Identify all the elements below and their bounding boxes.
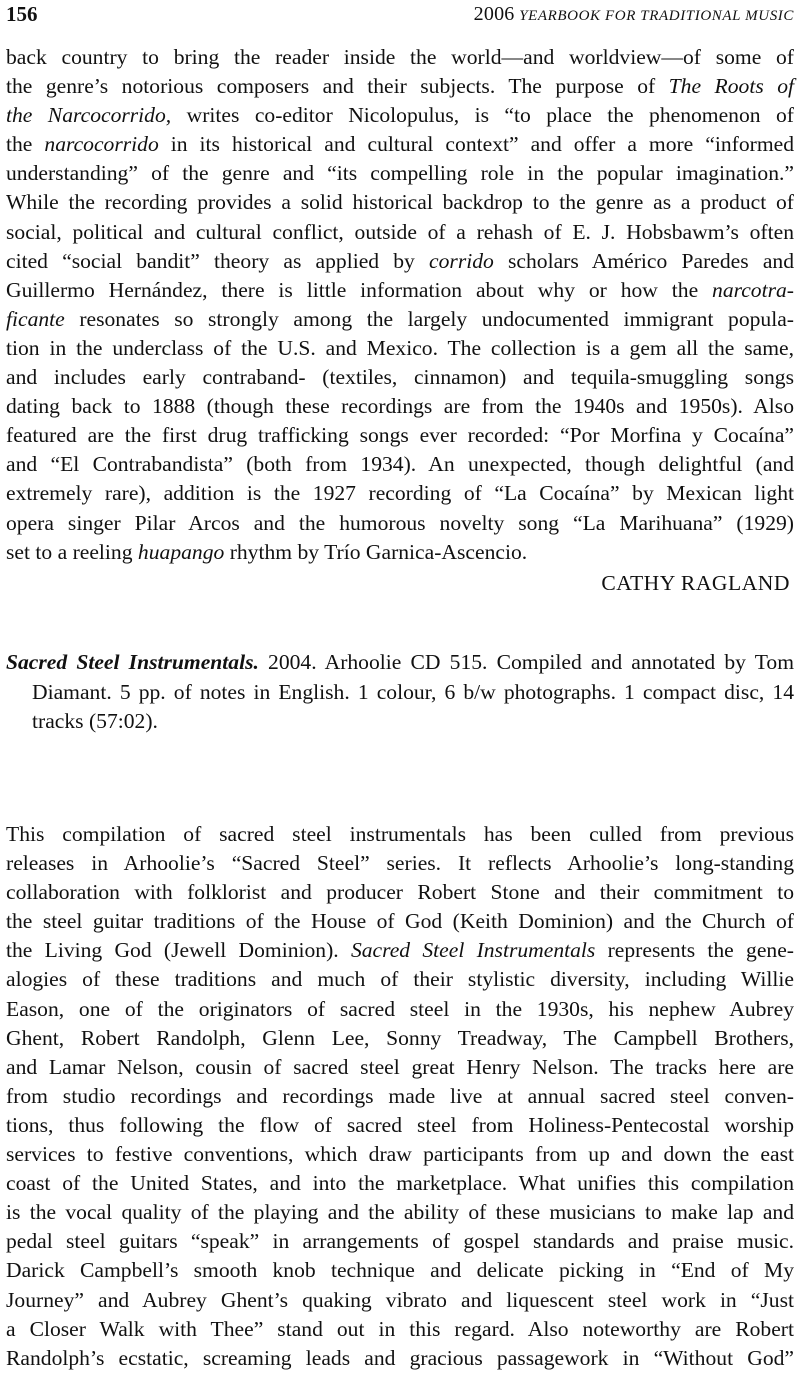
text-line: cited “social bandit” theory as applied by corrido scholars Américo Paredes and (6, 248, 794, 273)
review-sacred-steel-text (6, 820, 794, 1373)
text-line: Eason, one of the originators of sacred steel in the 1930s, his nephew Aubrey (6, 996, 794, 1021)
reviewer-signature: CATHY RAGLAND (601, 571, 790, 595)
text-line: ficante resonates so strongly among the largely undocumented immigrant popula- (6, 306, 794, 331)
journal-name: YEARBOOK FOR TRADITIONAL MUSIC (519, 8, 794, 24)
text-line: Ghent, Robert Randolph, Glenn Lee, Sonny Treadway, The Campbell Brothers, (6, 1025, 794, 1050)
text-line: opera singer Pilar Arcos and the humorous novelty song “La Marihuana” (1929) (6, 510, 794, 535)
text-line: the Narcocorrido, writes co-editor Nicolopulus, is “to place the phenomenon of (6, 103, 794, 128)
text-line: understanding” of the genre and “its compelling role in the popular imagination.” (6, 161, 794, 186)
running-head (0, 0, 800, 30)
text-line: the steel guitar traditions of the House of God (Keith Dominion) and the Church of (6, 909, 794, 934)
text-line: Randolph’s ecstatic, screaming leads and gracious passagework in “Without God” (6, 1345, 794, 1370)
journal-title (474, 3, 794, 26)
text-line: alogies of these traditions and much of their stylistic diversity, including Willie (6, 967, 794, 992)
citation-details: 2004. Arhoolie CD 515. Compiled and annotated by Tom Diamant. 5 pp. of notes in English. 1 colour, 6 b/w photographs. 1 compact disc, 14 tracks (57:02). (32, 650, 794, 733)
text-line: pedal steel guitars “speak” in arrangements of gospel standards and praise music. (6, 1229, 794, 1254)
text-line: is the vocal quality of the playing and the ability of these musicians to make lap and (6, 1200, 794, 1225)
text-line: from studio recordings and recordings made live at annual sacred steel conven- (6, 1083, 794, 1108)
text-line: Darick Campbell’s smooth knob technique and delicate picking in “End of My (6, 1258, 794, 1283)
text-line: services to festive conventions, which draw participants from up and down the east (6, 1142, 794, 1167)
journal-year: 2006 (473, 3, 515, 25)
page-number: 156 (6, 2, 38, 26)
album-title: Sacred Steel Instrumentals. (6, 650, 259, 674)
text-line: the genre’s notorious composers and their subjects. The purpose of The Roots of (6, 74, 794, 99)
text-line: collaboration with folklorist and producer Robert Stone and their commitment to (6, 880, 794, 905)
text-line: dating back to 1888 (though these recordings are from the 1940s and 1950s). Also (6, 394, 794, 419)
text-line: This compilation of sacred steel instrumentals has been culled from previous (6, 822, 794, 846)
review-cathy-ragland-text (6, 43, 794, 567)
text-line: featured are the first drug trafficking songs ever recorded: “Por Morfina y Cocaína” (6, 423, 794, 448)
text-line: and “El Contrabandista” (both from 1934). An unexpected, though delightful (and (6, 452, 794, 477)
text-line: a Closer Walk with Thee” stand out in this regard. Also noteworthy are Robert (6, 1316, 794, 1341)
text-line: set to a reeling huapango rhythm by Trío Garnica-Ascencio. (6, 539, 528, 564)
text-line: the narcocorrido in its historical and cultural context” and offer a more “informed (6, 132, 795, 157)
text-line: Journey” and Aubrey Ghent’s quaking vibrato and liquescent steel work in “Just (6, 1287, 794, 1312)
text-line: and includes early contraband- (textiles, cinnamon) and tequila-smuggling songs (6, 365, 794, 390)
text-line: back country to bring the reader inside the world—and worldview—of some of (6, 45, 794, 69)
text-line: While the recording provides a solid historical backdrop to the genre as a product of (6, 190, 794, 215)
text-line: Guillermo Hernández, there is little information about why or how the narcotra- (6, 277, 794, 302)
text-line: tions, thus following the flow of sacred steel from Holiness-Pentecostal worship (6, 1112, 794, 1137)
text-line: and Lamar Nelson, cousin of sacred steel great Henry Nelson. The tracks here are (6, 1054, 794, 1079)
text-line: coast of the United States, and into the marketplace. What unifies this compilation (6, 1171, 794, 1196)
review-citation (6, 648, 794, 737)
text-line: social, political and cultural conflict, outside of a rehash of E. J. Hobsbawm’s often (6, 219, 794, 244)
text-line: extremely rare), addition is the 1927 recording of “La Cocaína” by Mexican light (6, 481, 794, 506)
text-line: releases in Arhoolie’s “Sacred Steel” series. It reflects Arhoolie’s long-standing (6, 851, 794, 876)
text-line: tion in the underclass of the U.S. and Mexico. The collection is a gem all the same, (6, 335, 794, 360)
text-line: the Living God (Jewell Dominion). Sacred Steel Instrumentals represents the gene- (6, 938, 794, 963)
